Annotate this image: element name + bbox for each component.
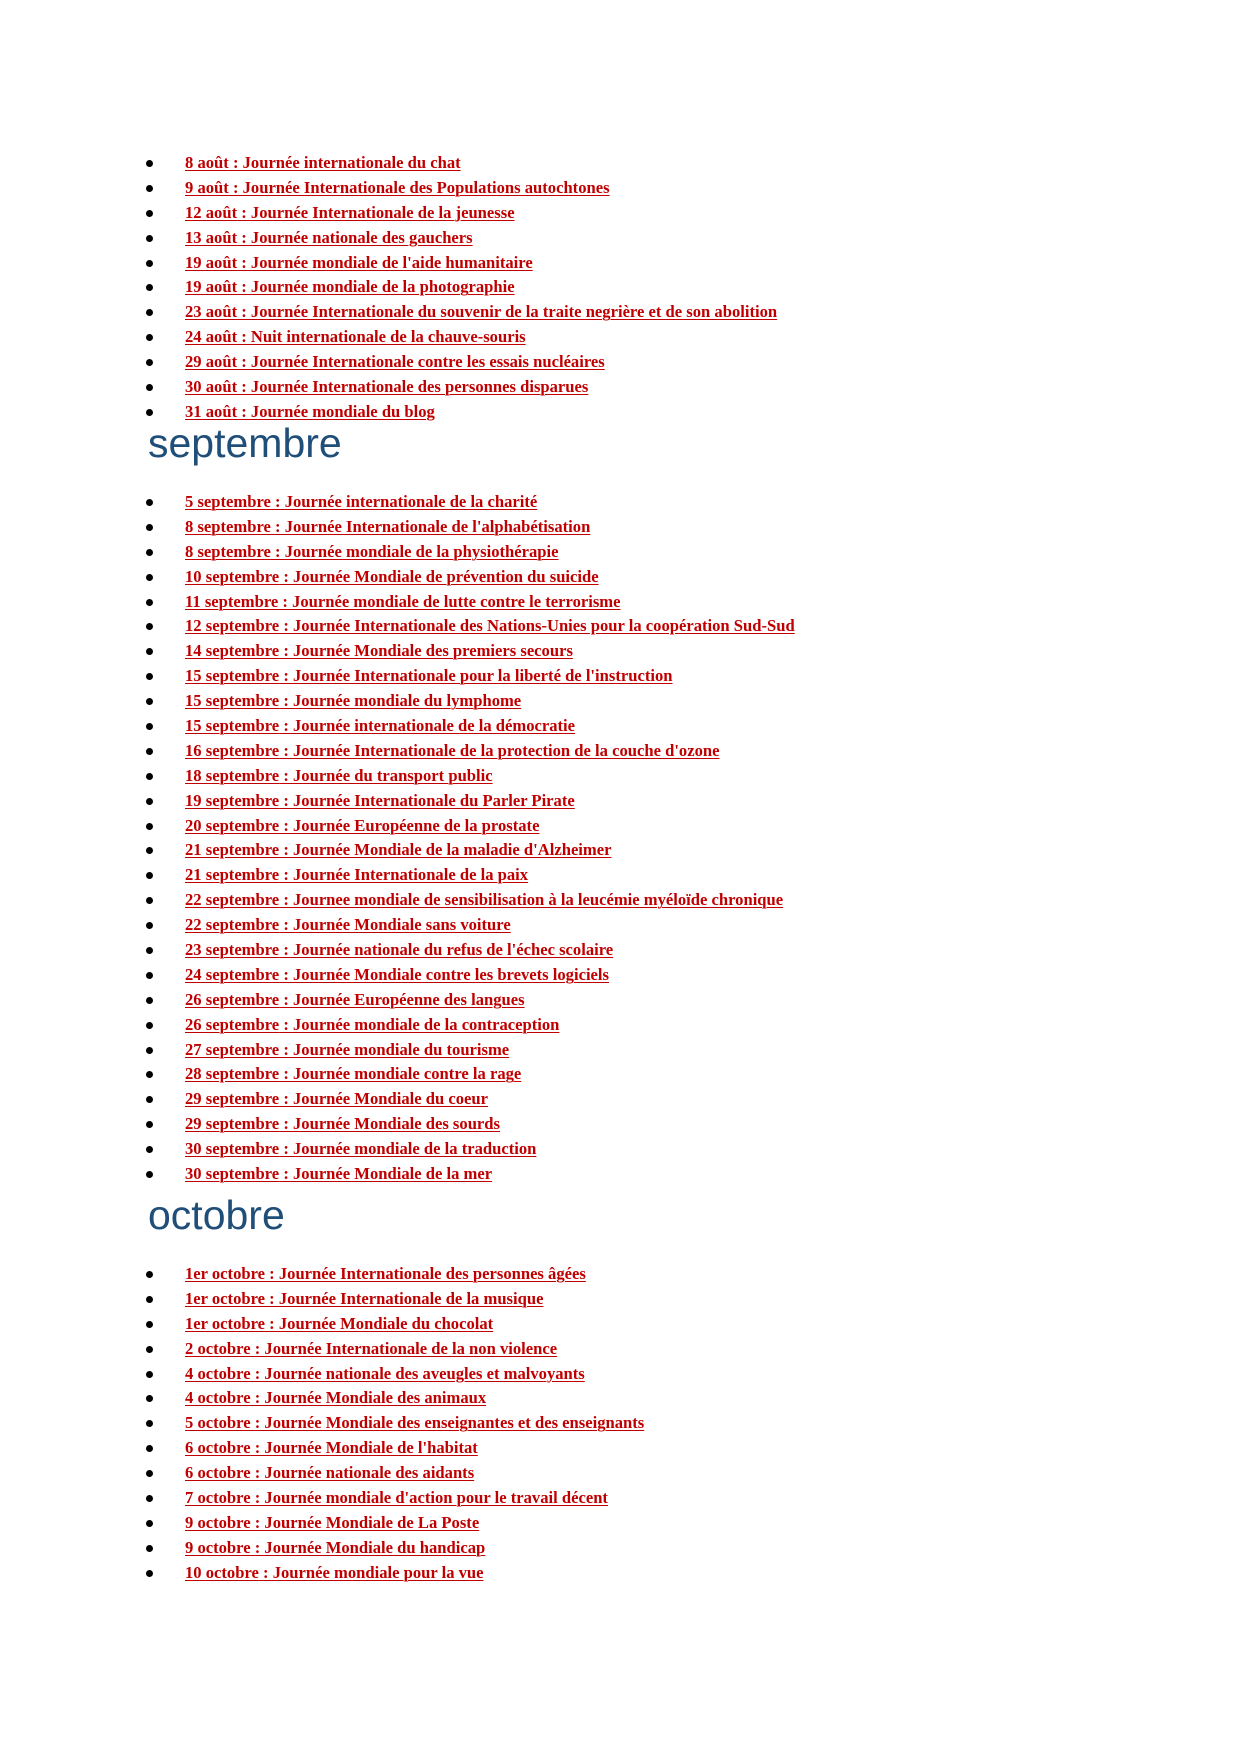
event-date: 9 octobre bbox=[185, 1512, 251, 1532]
list-item bbox=[0, 300, 1240, 325]
event-link[interactable] bbox=[185, 540, 559, 565]
event-link[interactable] bbox=[185, 300, 777, 325]
bullet-icon bbox=[146, 1121, 153, 1128]
event-date: 4 octobre bbox=[185, 1388, 251, 1408]
event-link[interactable] bbox=[185, 838, 611, 863]
event-description: : Journee mondiale de sensibilisation à la leucémie myéloïde chronique bbox=[279, 890, 784, 910]
bullet-icon bbox=[146, 599, 153, 606]
list-item bbox=[0, 1411, 1240, 1436]
bullet-icon bbox=[146, 847, 153, 854]
event-link[interactable] bbox=[185, 863, 528, 888]
list-item bbox=[0, 714, 1240, 739]
event-date: 30 septembre bbox=[185, 1139, 280, 1159]
event-description: : Journée mondiale de la contraception bbox=[279, 1014, 560, 1034]
list-item bbox=[0, 1436, 1240, 1461]
event-link[interactable] bbox=[185, 714, 575, 739]
bullet-icon bbox=[146, 673, 153, 680]
event-date: 15 septembre bbox=[185, 666, 280, 686]
event-description: : Journée Mondiale du chocolat bbox=[265, 1313, 494, 1333]
bullet-icon bbox=[146, 1520, 153, 1527]
event-date: 6 octobre bbox=[185, 1463, 251, 1483]
event-link[interactable] bbox=[185, 565, 599, 590]
event-link[interactable] bbox=[185, 664, 673, 689]
event-link[interactable] bbox=[185, 1087, 488, 1112]
bullet-icon bbox=[146, 524, 153, 531]
event-date: 11 septembre bbox=[185, 591, 279, 611]
event-date: 10 septembre bbox=[185, 566, 280, 586]
event-description: : Journée Mondiale sans voiture bbox=[279, 915, 511, 935]
bullet-icon bbox=[146, 648, 153, 655]
list-item bbox=[0, 988, 1240, 1013]
event-link[interactable] bbox=[185, 963, 609, 988]
event-link[interactable] bbox=[185, 938, 613, 963]
list-item bbox=[0, 1112, 1240, 1137]
list-item bbox=[0, 325, 1240, 350]
event-link[interactable] bbox=[185, 1013, 559, 1038]
event-link[interactable] bbox=[185, 1112, 500, 1137]
event-date: 4 octobre bbox=[185, 1363, 251, 1383]
bullet-icon bbox=[146, 1395, 153, 1402]
bullet-icon bbox=[146, 947, 153, 954]
event-description: : Journée Internationale des Populations autochtones bbox=[228, 177, 610, 197]
list-item bbox=[0, 938, 1240, 963]
list-item bbox=[0, 1087, 1240, 1112]
event-description: : Journée Mondiale contre les brevets logiciels bbox=[279, 964, 609, 984]
event-link[interactable] bbox=[185, 1386, 486, 1411]
list-item bbox=[0, 176, 1240, 201]
event-link[interactable] bbox=[185, 350, 605, 375]
event-date: 24 août bbox=[185, 327, 238, 347]
list-item bbox=[0, 1337, 1240, 1362]
event-link[interactable] bbox=[185, 1536, 485, 1561]
event-description: : Journée Européenne de la prostate bbox=[279, 815, 540, 835]
list-item bbox=[0, 888, 1240, 913]
list-item bbox=[0, 350, 1240, 375]
event-link[interactable] bbox=[185, 614, 795, 639]
list-item bbox=[0, 739, 1240, 764]
list-item bbox=[0, 375, 1240, 400]
event-description: : Journée mondiale du tourisme bbox=[279, 1039, 510, 1059]
bullet-icon bbox=[146, 409, 153, 416]
list-item bbox=[0, 590, 1240, 615]
bullet-icon bbox=[146, 773, 153, 780]
event-date: 19 août bbox=[185, 277, 238, 297]
bullet-icon bbox=[146, 1096, 153, 1103]
list-item bbox=[0, 963, 1240, 988]
list-item bbox=[0, 689, 1240, 714]
event-date: 22 septembre bbox=[185, 890, 280, 910]
event-description: : Journée du transport public bbox=[279, 765, 493, 785]
event-date: 1er octobre bbox=[185, 1313, 266, 1333]
bullet-icon bbox=[146, 897, 153, 904]
event-description: : Journée mondiale du lymphome bbox=[279, 691, 522, 711]
event-description: : Journée mondiale d'action pour le travail décent bbox=[250, 1488, 608, 1508]
list-item bbox=[0, 1062, 1240, 1087]
bullet-icon bbox=[146, 1171, 153, 1178]
event-link[interactable] bbox=[185, 275, 515, 300]
bullet-icon bbox=[146, 1346, 153, 1353]
event-description: : Journée Mondiale de La Poste bbox=[250, 1512, 480, 1532]
event-description: : Journée mondiale de lutte contre le terrorisme bbox=[278, 591, 621, 611]
list-item bbox=[0, 1461, 1240, 1486]
event-date: 2 octobre bbox=[185, 1338, 251, 1358]
event-link[interactable] bbox=[185, 1162, 492, 1187]
section-septembre bbox=[0, 420, 1240, 1187]
heading-octobre: octobre bbox=[148, 1192, 285, 1238]
event-description: : Journée Internationale pour la liberté de l'instruction bbox=[279, 666, 673, 686]
bullet-icon bbox=[146, 235, 153, 242]
event-description: : Journée mondiale de l'aide humanitaire bbox=[237, 252, 533, 272]
event-link[interactable] bbox=[185, 490, 537, 515]
event-description: : Journée Internationale de la paix bbox=[279, 865, 529, 885]
event-date: 29 septembre bbox=[185, 1114, 280, 1134]
event-description: : Journée Internationale des Nations-Unies pour la coopération Sud-Sud bbox=[279, 616, 795, 636]
bullet-icon bbox=[146, 1545, 153, 1552]
event-description: : Journée Européenne des langues bbox=[279, 989, 525, 1009]
event-description: : Journée internationale de la démocratie bbox=[279, 716, 576, 736]
event-description: : Journée Internationale du Parler Pirate bbox=[279, 790, 575, 810]
event-link[interactable] bbox=[185, 1436, 478, 1461]
event-date: 26 septembre bbox=[185, 989, 280, 1009]
event-date: 8 septembre bbox=[185, 541, 271, 561]
event-description: : Journée internationale de la charité bbox=[270, 492, 538, 511]
heading-septembre: septembre bbox=[148, 420, 342, 466]
event-description: : Journée mondiale de la photographie bbox=[237, 277, 515, 297]
bullet-icon bbox=[146, 1420, 153, 1427]
bullet-icon bbox=[146, 574, 153, 581]
event-date: 20 septembre bbox=[185, 815, 280, 835]
list-item bbox=[0, 913, 1240, 938]
event-description: : Journée internationale du chat bbox=[228, 153, 461, 172]
event-date: 10 octobre bbox=[185, 1562, 259, 1582]
event-description: : Journée Internationale de la musique bbox=[265, 1288, 544, 1308]
event-date: 5 septembre bbox=[185, 492, 271, 511]
event-date: 27 septembre bbox=[185, 1039, 280, 1059]
event-description: : Journée mondiale pour la vue bbox=[258, 1562, 484, 1582]
bullet-icon bbox=[146, 309, 153, 316]
event-description: : Journée Internationale des personnes âgées bbox=[265, 1264, 586, 1283]
event-date: 14 septembre bbox=[185, 641, 280, 661]
bullet-icon bbox=[146, 698, 153, 705]
list-item bbox=[0, 639, 1240, 664]
bullet-icon bbox=[146, 260, 153, 267]
event-link[interactable] bbox=[185, 1137, 536, 1162]
list-item bbox=[0, 764, 1240, 789]
bullet-icon bbox=[146, 334, 153, 341]
event-date: 8 septembre bbox=[185, 516, 271, 536]
bullet-icon bbox=[146, 1071, 153, 1078]
bullet-icon bbox=[146, 499, 153, 506]
event-description: : Journée Internationale du souvenir de la traite negrière et de son abolition bbox=[237, 302, 778, 322]
event-date: 23 août bbox=[185, 302, 238, 322]
list-item bbox=[0, 1536, 1240, 1561]
list-item bbox=[0, 1038, 1240, 1063]
list-item bbox=[0, 151, 1240, 176]
event-link[interactable] bbox=[185, 1287, 543, 1312]
event-description: : Journée Mondiale de la maladie d'Alzheimer bbox=[279, 840, 612, 860]
event-link[interactable] bbox=[185, 1062, 521, 1087]
section-aout bbox=[0, 151, 1240, 425]
event-description: : Journée Internationale de la protection de la couche d'ozone bbox=[279, 740, 720, 760]
list-item bbox=[0, 490, 1240, 515]
event-description: : Journée Mondiale du coeur bbox=[279, 1089, 488, 1109]
event-description: : Journée Mondiale de prévention du suicide bbox=[279, 566, 599, 586]
list-item bbox=[0, 1162, 1240, 1187]
list-item bbox=[0, 838, 1240, 863]
list-item bbox=[0, 1486, 1240, 1511]
bullet-icon bbox=[146, 798, 153, 805]
event-date: 21 septembre bbox=[185, 840, 280, 860]
list-item bbox=[0, 226, 1240, 251]
event-description: : Journée Mondiale des premiers secours bbox=[279, 641, 573, 661]
bullet-icon bbox=[146, 284, 153, 291]
event-date: 16 septembre bbox=[185, 740, 280, 760]
event-description: : Journée Mondiale du handicap bbox=[250, 1537, 486, 1557]
bullet-icon bbox=[146, 872, 153, 879]
event-date: 7 octobre bbox=[185, 1488, 251, 1508]
event-link[interactable] bbox=[185, 913, 511, 938]
event-description: : Journée Internationale de la non violence bbox=[250, 1338, 558, 1358]
bullet-icon bbox=[146, 185, 153, 192]
list-item bbox=[0, 814, 1240, 839]
bullet-icon bbox=[146, 549, 153, 556]
event-link[interactable] bbox=[185, 1337, 557, 1362]
event-description: : Journée Mondiale des animaux bbox=[250, 1388, 487, 1408]
list-item bbox=[0, 1287, 1240, 1312]
event-description: : Journée Internationale contre les essais nucléaires bbox=[237, 352, 605, 372]
list-item bbox=[0, 540, 1240, 565]
event-date: 19 septembre bbox=[185, 790, 280, 810]
list-item bbox=[0, 1561, 1240, 1586]
event-date: 8 août bbox=[185, 153, 229, 172]
event-date: 9 octobre bbox=[185, 1537, 251, 1557]
event-date: 28 septembre bbox=[185, 1064, 280, 1084]
list-septembre bbox=[0, 490, 1240, 1187]
event-link[interactable] bbox=[185, 251, 533, 276]
event-description: : Journée mondiale du blog bbox=[237, 401, 435, 421]
event-date: 5 octobre bbox=[185, 1413, 251, 1433]
bullet-icon bbox=[146, 922, 153, 929]
event-link[interactable] bbox=[185, 789, 575, 814]
bullet-icon bbox=[146, 359, 153, 366]
event-link[interactable] bbox=[185, 515, 590, 540]
list-item bbox=[0, 1262, 1240, 1287]
bullet-icon bbox=[146, 1371, 153, 1378]
event-date: 21 septembre bbox=[185, 865, 280, 885]
event-description: : Nuit internationale de la chauve-souris bbox=[237, 327, 526, 347]
event-description: : Journée mondiale contre la rage bbox=[279, 1064, 522, 1084]
event-date: 12 août bbox=[185, 202, 238, 222]
event-description: : Journée nationale des aidants bbox=[250, 1463, 475, 1483]
list-item bbox=[0, 1362, 1240, 1387]
list-item bbox=[0, 201, 1240, 226]
event-link[interactable] bbox=[185, 1362, 585, 1387]
bullet-icon bbox=[146, 823, 153, 830]
event-date: 22 septembre bbox=[185, 915, 280, 935]
event-description: : Journée Mondiale des enseignantes et des enseignants bbox=[250, 1413, 645, 1433]
bullet-icon bbox=[146, 160, 153, 167]
event-link[interactable] bbox=[185, 639, 573, 664]
bullet-icon bbox=[146, 1296, 153, 1303]
list-octobre bbox=[0, 1262, 1240, 1586]
event-link[interactable] bbox=[185, 1038, 509, 1063]
event-date: 24 septembre bbox=[185, 964, 280, 984]
event-link[interactable] bbox=[185, 814, 539, 839]
event-description: : Journée Mondiale des sourds bbox=[279, 1114, 500, 1134]
event-date: 15 septembre bbox=[185, 691, 280, 711]
bullet-icon bbox=[146, 210, 153, 217]
list-item bbox=[0, 275, 1240, 300]
event-date: 29 septembre bbox=[185, 1089, 280, 1109]
event-date: 30 septembre bbox=[185, 1164, 280, 1184]
list-item bbox=[0, 789, 1240, 814]
bullet-icon bbox=[146, 384, 153, 391]
list-item bbox=[0, 251, 1240, 276]
event-link[interactable] bbox=[185, 1461, 474, 1486]
event-link[interactable] bbox=[185, 176, 610, 201]
event-date: 23 septembre bbox=[185, 940, 280, 960]
event-description: : Journée nationale des gauchers bbox=[237, 227, 473, 247]
bullet-icon bbox=[146, 1495, 153, 1502]
bullet-icon bbox=[146, 1321, 153, 1328]
event-description: : Journée Mondiale de la mer bbox=[279, 1164, 493, 1184]
event-description: : Journée mondiale de la traduction bbox=[279, 1139, 537, 1159]
list-item bbox=[0, 863, 1240, 888]
list-item bbox=[0, 1511, 1240, 1536]
event-description: : Journée Internationale des personnes disparues bbox=[237, 377, 589, 397]
bullet-icon bbox=[146, 1022, 153, 1029]
event-date: 26 septembre bbox=[185, 1014, 280, 1034]
bullet-icon bbox=[146, 1470, 153, 1477]
event-link[interactable] bbox=[185, 988, 525, 1013]
event-link[interactable] bbox=[185, 151, 461, 176]
event-date: 9 août bbox=[185, 177, 229, 197]
event-description: : Journée nationale des aveugles et malvoyants bbox=[250, 1363, 585, 1383]
event-link[interactable] bbox=[185, 739, 719, 764]
event-link[interactable] bbox=[185, 1312, 493, 1337]
event-description: : Journée Internationale de la jeunesse bbox=[237, 202, 515, 222]
bullet-icon bbox=[146, 748, 153, 755]
event-link[interactable] bbox=[185, 689, 521, 714]
bullet-icon bbox=[146, 723, 153, 730]
event-date: 31 août bbox=[185, 401, 238, 421]
bullet-icon bbox=[146, 1445, 153, 1452]
event-link[interactable] bbox=[185, 590, 621, 615]
event-link[interactable] bbox=[185, 375, 588, 400]
event-link[interactable] bbox=[185, 226, 473, 251]
event-date: 30 août bbox=[185, 377, 238, 397]
list-item bbox=[0, 515, 1240, 540]
event-link[interactable] bbox=[185, 1262, 586, 1287]
list-item bbox=[0, 565, 1240, 590]
event-description: : Journée Mondiale de l'habitat bbox=[250, 1438, 478, 1458]
event-date: 18 septembre bbox=[185, 765, 280, 785]
list-item bbox=[0, 1312, 1240, 1337]
bullet-icon bbox=[146, 1570, 153, 1577]
event-link[interactable] bbox=[185, 1486, 608, 1511]
event-link[interactable] bbox=[185, 1561, 484, 1586]
event-link[interactable] bbox=[185, 1511, 479, 1536]
list-item bbox=[0, 1013, 1240, 1038]
bullet-icon bbox=[146, 972, 153, 979]
event-description: : Journée nationale du refus de l'échec scolaire bbox=[279, 940, 614, 960]
event-link[interactable] bbox=[185, 888, 783, 913]
event-date: 19 août bbox=[185, 252, 238, 272]
event-date: 6 octobre bbox=[185, 1438, 251, 1458]
bullet-icon bbox=[146, 1146, 153, 1153]
bullet-icon bbox=[146, 623, 153, 630]
event-description: : Journée mondiale de la physiothérapie bbox=[270, 541, 559, 561]
event-link[interactable] bbox=[185, 764, 493, 789]
event-link[interactable] bbox=[185, 1411, 644, 1436]
bullet-icon bbox=[146, 1271, 153, 1278]
list-aout bbox=[0, 151, 1240, 425]
event-date: 13 août bbox=[185, 227, 238, 247]
event-date: 1er octobre bbox=[185, 1264, 266, 1283]
event-date: 1er octobre bbox=[185, 1288, 266, 1308]
bullet-icon bbox=[146, 1047, 153, 1054]
event-link[interactable] bbox=[185, 325, 526, 350]
event-link[interactable] bbox=[185, 201, 515, 226]
list-item bbox=[0, 1386, 1240, 1411]
list-item bbox=[0, 1137, 1240, 1162]
event-description: : Journée Internationale de l'alphabétisation bbox=[270, 516, 591, 536]
event-date: 29 août bbox=[185, 352, 238, 372]
list-item bbox=[0, 614, 1240, 639]
event-date: 15 septembre bbox=[185, 716, 280, 736]
list-item bbox=[0, 664, 1240, 689]
section-octobre bbox=[0, 1192, 1240, 1586]
event-date: 12 septembre bbox=[185, 616, 280, 636]
bullet-icon bbox=[146, 997, 153, 1004]
